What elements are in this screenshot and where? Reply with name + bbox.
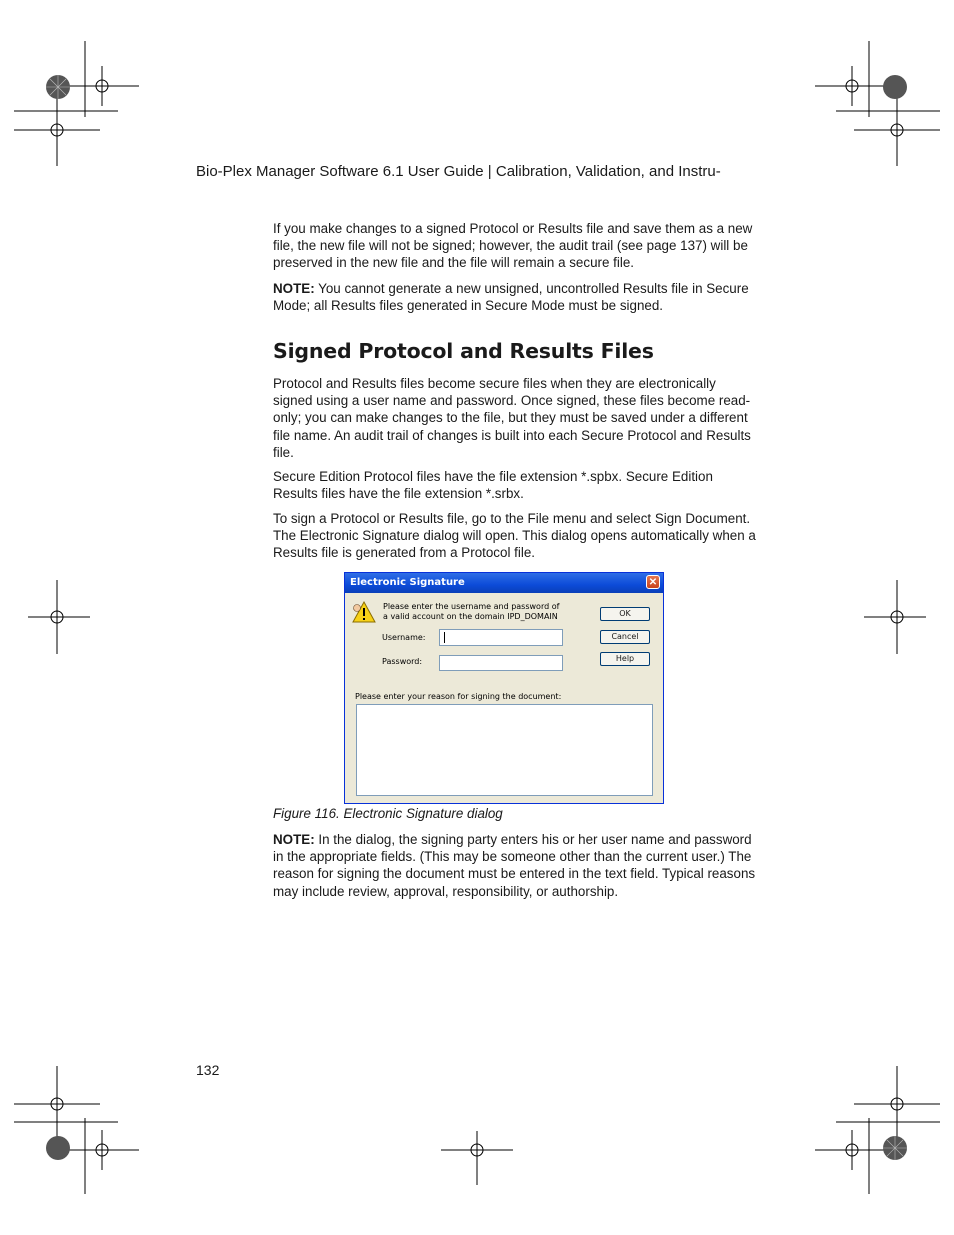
reason-label: Please enter your reason for signing the document: <box>355 692 562 701</box>
signed-files-paragraph: Protocol and Results files become secure files when they are electronically signed using a user name and password. Once signed, these files become read-only; you can make changes to the file, but they must be saved under a different file name. An audit trail of changes is built into each Secure Protocol and Results file. <box>273 376 751 460</box>
username-input[interactable] <box>439 629 563 646</box>
text-cursor <box>444 632 445 643</box>
dialog-title: Electronic Signature <box>350 577 465 588</box>
note-text: You cannot generate a new unsigned, uncontrolled Results file in Secure Mode; all Results files generated in Secure Mode must be signed. <box>273 281 749 314</box>
ok-button[interactable]: OK <box>600 607 650 621</box>
cancel-button[interactable]: Cancel <box>600 630 650 644</box>
note-label: NOTE: <box>273 281 315 296</box>
help-button[interactable]: Help <box>600 652 650 666</box>
file-extension-paragraph: Secure Edition Protocol files have the file extension *.spbx. Secure Edition Results files have the file extension *.srbx. <box>273 469 713 502</box>
password-input[interactable] <box>439 655 563 671</box>
dialog-prompt-line2: a valid account on the domain IPD_DOMAIN <box>383 612 558 621</box>
note-text: In the dialog, the signing party enters his or her user name and password in the appropriate fields. (This may be someone other than the current user.) The reason for signing the document must be entered in the text field. Typical reasons may include review, approval, responsibility, or authorship. <box>273 832 756 899</box>
reason-textarea[interactable] <box>356 704 653 796</box>
dialog-prompt-line1: Please enter the username and password of <box>383 602 560 611</box>
password-label: Password: <box>382 657 423 666</box>
dialog-titlebar <box>345 573 663 593</box>
section-title: Signed Protocol and Results Files <box>273 339 654 363</box>
username-label: Username: <box>382 633 426 642</box>
warning-icon <box>352 600 376 624</box>
page-number: 132 <box>196 1062 220 1078</box>
figure-caption: Figure 116. Electronic Signature dialog <box>273 806 503 821</box>
close-button[interactable]: ✕ <box>646 575 660 589</box>
electronic-signature-dialog <box>344 572 664 804</box>
running-header: Bio-Plex Manager Software 6.1 User Guide | Calibration, Validation, and Instru- <box>196 163 721 180</box>
note-signing-party <box>273 831 759 900</box>
sign-document-paragraph: To sign a Protocol or Results file, go to the File menu and select Sign Document. The Electronic Signature dialog will open. This dialog opens automatically when a Results file is generated from a Protocol file. <box>273 511 756 561</box>
intro-paragraph: If you make changes to a signed Protocol or Results file and save them as a new file, the new file will not be signed; however, the audit trail (see page 137) will be preserved in the new file and the file will remain a secure file. <box>273 221 753 271</box>
note-secure-mode <box>273 280 759 314</box>
note-label: NOTE: <box>273 832 315 847</box>
